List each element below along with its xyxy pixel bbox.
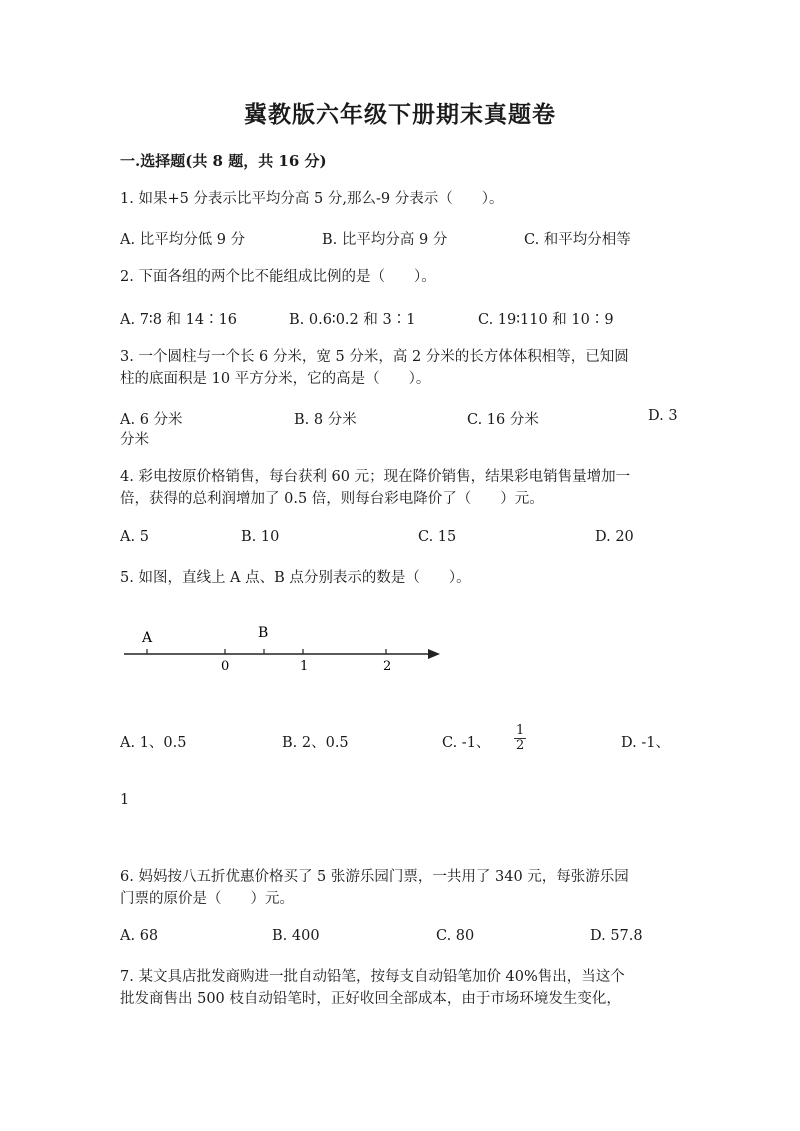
tick-label-1: 1 [300,659,309,672]
q4-option-a[interactable]: A. 5 [120,529,149,545]
number-line-arrow [428,649,440,659]
q5-option-d-wrap: 1 [120,792,130,808]
question-7-line-1: 7. 某文具店批发商购进一批自动铅笔，按每支自动铅笔加价 40%售出，当这个 [120,969,625,985]
q3-option-c[interactable]: C. 16 分米 [467,412,539,428]
q6-option-a[interactable]: A. 68 [120,928,159,944]
q5-option-a[interactable]: A. 1、0.5 [120,735,187,751]
q5-option-b[interactable]: B. 2、0.5 [282,735,349,751]
number-line-figure [122,622,442,672]
q6-option-d[interactable]: D. 57.8 [590,928,643,944]
point-label-a: A [142,630,153,646]
q4-option-b[interactable]: B. 10 [241,529,280,545]
q1-option-a[interactable]: A. 比平均分低 9 分 [120,232,246,248]
q5-option-c[interactable]: C. -1、 [442,735,491,751]
point-label-b: B [258,625,269,641]
q4-option-d[interactable]: D. 20 [595,529,634,545]
question-1-text: 1. 如果+5 分表示比平均分高 5 分,那么-9 分表示（ ）。 [120,191,504,207]
q6-option-b[interactable]: B. 400 [272,928,320,944]
section-heading: 一.选择题(共 8 题，共 16 分) [120,152,327,170]
q3-option-a[interactable]: A. 6 分米 [120,412,183,428]
q3-option-b[interactable]: B. 8 分米 [294,412,357,428]
question-7-line-2: 批发商售出 500 枝自动铅笔时，正好收回全部成本，由于市场环境发生变化， [120,991,621,1007]
question-4-line-2: 倍，获得的总利润增加了 0.5 倍，则每台彩电降价了（ ）元。 [120,491,544,507]
fraction-numerator: 1 [516,723,525,738]
q2-option-b[interactable]: B. 0.6∶0.2 和 3∶1 [289,312,416,328]
q2-option-c[interactable]: C. 19∶110 和 10∶9 [478,312,614,328]
q5-option-c-fraction [514,724,526,753]
question-6-line-2: 门票的原价是（ ）元。 [120,891,294,907]
q1-option-b[interactable]: B. 比平均分高 9 分 [322,232,448,248]
q3-option-d-wrap: 分米 [120,432,149,448]
tick-label-2: 2 [383,659,392,672]
q4-option-c[interactable]: C. 15 [418,529,457,545]
q2-option-a[interactable]: A. 7∶8 和 14∶16 [120,312,238,328]
question-3-line-2: 柱的底面积是 10 平方分米，它的高是（ ）。 [120,371,431,387]
question-6-line-1: 6. 妈妈按八五折优惠价格买了 5 张游乐园门票，一共用了 340 元，每张游乐园 [120,869,629,885]
page-title: 冀教版六年级下册期末真题卷 [244,101,556,128]
question-5-text: 5. 如图，直线上 A 点、B 点分别表示的数是（ ）。 [120,570,471,586]
q5-option-d[interactable]: D. -1、 [621,735,670,751]
question-4-line-1: 4. 彩电按原价格销售，每台获利 60 元；现在降价销售，结果彩电销售量增加一 [120,469,631,485]
tick-label-0: 0 [221,659,230,672]
fraction-denominator: 2 [516,738,525,753]
q6-option-c[interactable]: C. 80 [436,928,475,944]
q3-option-d[interactable]: D. 3 [648,408,678,424]
q1-option-c[interactable]: C. 和平均分相等 [524,232,631,248]
question-3-line-1: 3. 一个圆柱与一个长 6 分米，宽 5 分米，高 2 分米的长方体体积相等，已知圆 [120,349,629,365]
question-2-text: 2. 下面各组的两个比不能组成比例的是（ ）。 [120,269,436,285]
